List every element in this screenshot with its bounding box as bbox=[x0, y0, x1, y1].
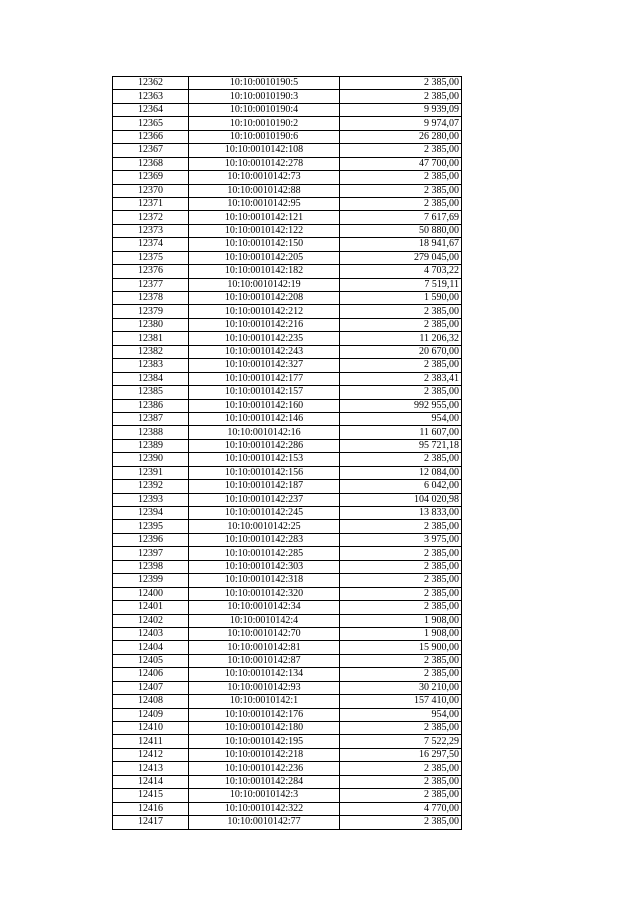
table-row bbox=[113, 90, 462, 103]
row-number-cell: 12379 bbox=[113, 305, 189, 318]
value-cell: 12 084,00 bbox=[340, 466, 462, 479]
row-number-cell: 12366 bbox=[113, 130, 189, 143]
cadastral-number-cell: 10:10:0010142:81 bbox=[189, 641, 340, 654]
cadastral-number-cell: 10:10:0010142:283 bbox=[189, 533, 340, 546]
value-cell: 9 939,09 bbox=[340, 103, 462, 116]
cadastral-number-cell: 10:10:0010142:187 bbox=[189, 480, 340, 493]
table-row bbox=[113, 305, 462, 318]
cadastral-number-cell: 10:10:0010142:121 bbox=[189, 211, 340, 224]
row-number-cell: 12401 bbox=[113, 601, 189, 614]
cadastral-number-cell: 10:10:0010142:176 bbox=[189, 708, 340, 721]
table-row bbox=[113, 547, 462, 560]
value-cell: 4 703,22 bbox=[340, 265, 462, 278]
cadastral-number-cell: 10:10:0010190:5 bbox=[189, 77, 340, 90]
row-number-cell: 12383 bbox=[113, 359, 189, 372]
table-row bbox=[113, 426, 462, 439]
value-cell: 2 385,00 bbox=[340, 654, 462, 667]
cadastral-number-cell: 10:10:0010142:3 bbox=[189, 789, 340, 802]
value-cell: 954,00 bbox=[340, 708, 462, 721]
row-number-cell: 12378 bbox=[113, 292, 189, 305]
table-row bbox=[113, 238, 462, 251]
cadastral-number-cell: 10:10:0010142:156 bbox=[189, 466, 340, 479]
value-cell: 6 042,00 bbox=[340, 480, 462, 493]
cadastral-number-cell: 10:10:0010142:212 bbox=[189, 305, 340, 318]
cadastral-number-cell: 10:10:0010142:25 bbox=[189, 520, 340, 533]
table-row bbox=[113, 574, 462, 587]
row-number-cell: 12390 bbox=[113, 453, 189, 466]
cadastral-number-cell: 10:10:0010142:303 bbox=[189, 560, 340, 573]
table-row bbox=[113, 587, 462, 600]
row-number-cell: 12407 bbox=[113, 681, 189, 694]
value-cell: 3 975,00 bbox=[340, 533, 462, 546]
row-number-cell: 12364 bbox=[113, 103, 189, 116]
value-cell: 2 385,00 bbox=[340, 171, 462, 184]
cadastral-number-cell: 10:10:0010142:88 bbox=[189, 184, 340, 197]
value-cell: 2 385,00 bbox=[340, 722, 462, 735]
cadastral-number-cell: 10:10:0010142:157 bbox=[189, 386, 340, 399]
row-number-cell: 12391 bbox=[113, 466, 189, 479]
row-number-cell: 12375 bbox=[113, 251, 189, 264]
cadastral-number-cell: 10:10:0010142:278 bbox=[189, 157, 340, 170]
cadastral-number-cell: 10:10:0010142:318 bbox=[189, 574, 340, 587]
value-cell: 2 385,00 bbox=[340, 775, 462, 788]
cadastral-number-cell: 10:10:0010142:327 bbox=[189, 359, 340, 372]
value-cell: 2 385,00 bbox=[340, 520, 462, 533]
cadastral-number-cell: 10:10:0010142:95 bbox=[189, 197, 340, 210]
value-cell: 15 900,00 bbox=[340, 641, 462, 654]
row-number-cell: 12409 bbox=[113, 708, 189, 721]
value-cell: 11 206,32 bbox=[340, 332, 462, 345]
value-cell: 992 955,00 bbox=[340, 399, 462, 412]
row-number-cell: 12403 bbox=[113, 627, 189, 640]
table-row bbox=[113, 144, 462, 157]
cadastral-number-cell: 10:10:0010142:34 bbox=[189, 601, 340, 614]
table-row bbox=[113, 453, 462, 466]
row-number-cell: 12388 bbox=[113, 426, 189, 439]
table-row bbox=[113, 77, 462, 90]
value-cell: 50 880,00 bbox=[340, 224, 462, 237]
row-number-cell: 12380 bbox=[113, 318, 189, 331]
row-number-cell: 12402 bbox=[113, 614, 189, 627]
value-cell: 2 385,00 bbox=[340, 318, 462, 331]
value-cell: 7 522,29 bbox=[340, 735, 462, 748]
value-cell: 2 385,00 bbox=[340, 359, 462, 372]
row-number-cell: 12385 bbox=[113, 386, 189, 399]
table-row bbox=[113, 695, 462, 708]
table-row bbox=[113, 614, 462, 627]
cadastral-number-cell: 10:10:0010142:150 bbox=[189, 238, 340, 251]
row-number-cell: 12362 bbox=[113, 77, 189, 90]
table-row bbox=[113, 332, 462, 345]
cadastral-number-cell: 10:10:0010142:146 bbox=[189, 412, 340, 425]
row-number-cell: 12381 bbox=[113, 332, 189, 345]
row-number-cell: 12386 bbox=[113, 399, 189, 412]
row-number-cell: 12363 bbox=[113, 90, 189, 103]
value-cell: 30 210,00 bbox=[340, 681, 462, 694]
table-row bbox=[113, 439, 462, 452]
value-cell: 2 385,00 bbox=[340, 601, 462, 614]
table-row bbox=[113, 802, 462, 815]
table-row bbox=[113, 789, 462, 802]
row-number-cell: 12367 bbox=[113, 144, 189, 157]
cadastral-number-cell: 10:10:0010142:122 bbox=[189, 224, 340, 237]
row-number-cell: 12387 bbox=[113, 412, 189, 425]
row-number-cell: 12397 bbox=[113, 547, 189, 560]
row-number-cell: 12394 bbox=[113, 507, 189, 520]
cadastral-number-cell: 10:10:0010142:237 bbox=[189, 493, 340, 506]
table-row bbox=[113, 735, 462, 748]
cadastral-number-cell: 10:10:0010142:153 bbox=[189, 453, 340, 466]
value-cell: 2 385,00 bbox=[340, 386, 462, 399]
value-cell: 4 770,00 bbox=[340, 802, 462, 815]
cadastral-number-cell: 10:10:0010142:177 bbox=[189, 372, 340, 385]
cadastral-number-cell: 10:10:0010142:1 bbox=[189, 695, 340, 708]
table-row bbox=[113, 762, 462, 775]
cadastral-number-cell: 10:10:0010142:180 bbox=[189, 722, 340, 735]
table-row bbox=[113, 359, 462, 372]
row-number-cell: 12400 bbox=[113, 587, 189, 600]
cadastral-number-cell: 10:10:0010142:322 bbox=[189, 802, 340, 815]
value-cell: 20 670,00 bbox=[340, 345, 462, 358]
cadastral-number-cell: 10:10:0010190:2 bbox=[189, 117, 340, 130]
value-cell: 47 700,00 bbox=[340, 157, 462, 170]
value-cell: 2 385,00 bbox=[340, 77, 462, 90]
row-number-cell: 12370 bbox=[113, 184, 189, 197]
row-number-cell: 12405 bbox=[113, 654, 189, 667]
row-number-cell: 12377 bbox=[113, 278, 189, 291]
cadastral-number-cell: 10:10:0010142:73 bbox=[189, 171, 340, 184]
value-cell: 11 607,00 bbox=[340, 426, 462, 439]
row-number-cell: 12365 bbox=[113, 117, 189, 130]
table-row bbox=[113, 224, 462, 237]
table-row bbox=[113, 480, 462, 493]
table-row bbox=[113, 627, 462, 640]
row-number-cell: 12368 bbox=[113, 157, 189, 170]
table-row bbox=[113, 708, 462, 721]
value-cell: 279 045,00 bbox=[340, 251, 462, 264]
table-row bbox=[113, 816, 462, 829]
row-number-cell: 12406 bbox=[113, 668, 189, 681]
cadastral-number-cell: 10:10:0010142:4 bbox=[189, 614, 340, 627]
table-body bbox=[113, 77, 462, 830]
row-number-cell: 12413 bbox=[113, 762, 189, 775]
value-cell: 2 385,00 bbox=[340, 547, 462, 560]
value-cell: 157 410,00 bbox=[340, 695, 462, 708]
cadastral-number-cell: 10:10:0010142:205 bbox=[189, 251, 340, 264]
cadastral-number-cell: 10:10:0010142:87 bbox=[189, 654, 340, 667]
row-number-cell: 12415 bbox=[113, 789, 189, 802]
row-number-cell: 12412 bbox=[113, 748, 189, 761]
table-row bbox=[113, 668, 462, 681]
table-row bbox=[113, 197, 462, 210]
value-cell: 2 385,00 bbox=[340, 305, 462, 318]
cadastral-number-cell: 10:10:0010190:4 bbox=[189, 103, 340, 116]
row-number-cell: 12411 bbox=[113, 735, 189, 748]
table-row bbox=[113, 103, 462, 116]
value-cell: 95 721,18 bbox=[340, 439, 462, 452]
row-number-cell: 12404 bbox=[113, 641, 189, 654]
row-number-cell: 12416 bbox=[113, 802, 189, 815]
cadastral-number-cell: 10:10:0010142:235 bbox=[189, 332, 340, 345]
table-row bbox=[113, 681, 462, 694]
table-row bbox=[113, 278, 462, 291]
row-number-cell: 12389 bbox=[113, 439, 189, 452]
table-row bbox=[113, 130, 462, 143]
value-cell: 2 385,00 bbox=[340, 816, 462, 829]
row-number-cell: 12398 bbox=[113, 560, 189, 573]
row-number-cell: 12414 bbox=[113, 775, 189, 788]
table-row bbox=[113, 265, 462, 278]
value-cell: 2 385,00 bbox=[340, 574, 462, 587]
cadastral-number-cell: 10:10:0010142:160 bbox=[189, 399, 340, 412]
cadastral-number-cell: 10:10:0010142:70 bbox=[189, 627, 340, 640]
table-row bbox=[113, 654, 462, 667]
value-cell: 9 974,07 bbox=[340, 117, 462, 130]
value-cell: 1 590,00 bbox=[340, 292, 462, 305]
cadastral-number-cell: 10:10:0010190:6 bbox=[189, 130, 340, 143]
cadastral-number-cell: 10:10:0010142:286 bbox=[189, 439, 340, 452]
cadastral-number-cell: 10:10:0010142:218 bbox=[189, 748, 340, 761]
row-number-cell: 12417 bbox=[113, 816, 189, 829]
value-cell: 13 833,00 bbox=[340, 507, 462, 520]
row-number-cell: 12369 bbox=[113, 171, 189, 184]
value-cell: 2 385,00 bbox=[340, 453, 462, 466]
row-number-cell: 12371 bbox=[113, 197, 189, 210]
table-row bbox=[113, 211, 462, 224]
cadastral-number-cell: 10:10:0010142:236 bbox=[189, 762, 340, 775]
cadastral-number-cell: 10:10:0010142:245 bbox=[189, 507, 340, 520]
table-row bbox=[113, 493, 462, 506]
row-number-cell: 12376 bbox=[113, 265, 189, 278]
cadastral-number-cell: 10:10:0010142:77 bbox=[189, 816, 340, 829]
row-number-cell: 12374 bbox=[113, 238, 189, 251]
table-row bbox=[113, 466, 462, 479]
table-row bbox=[113, 171, 462, 184]
row-number-cell: 12373 bbox=[113, 224, 189, 237]
table-row bbox=[113, 412, 462, 425]
value-cell: 1 908,00 bbox=[340, 614, 462, 627]
value-cell: 2 383,41 bbox=[340, 372, 462, 385]
table-row bbox=[113, 318, 462, 331]
row-number-cell: 12384 bbox=[113, 372, 189, 385]
cadastral-number-cell: 10:10:0010142:216 bbox=[189, 318, 340, 331]
table-row bbox=[113, 184, 462, 197]
cadastral-number-cell: 10:10:0010142:208 bbox=[189, 292, 340, 305]
table-row bbox=[113, 345, 462, 358]
row-number-cell: 12410 bbox=[113, 722, 189, 735]
table-row bbox=[113, 520, 462, 533]
value-cell: 2 385,00 bbox=[340, 90, 462, 103]
row-number-cell: 12393 bbox=[113, 493, 189, 506]
value-cell: 2 385,00 bbox=[340, 184, 462, 197]
table-row bbox=[113, 386, 462, 399]
cadastral-number-cell: 10:10:0010142:182 bbox=[189, 265, 340, 278]
table-row bbox=[113, 748, 462, 761]
table-row bbox=[113, 399, 462, 412]
value-cell: 2 385,00 bbox=[340, 144, 462, 157]
cadastral-number-cell: 10:10:0010142:93 bbox=[189, 681, 340, 694]
table-row bbox=[113, 251, 462, 264]
cadastral-number-cell: 10:10:0010190:3 bbox=[189, 90, 340, 103]
cadastral-number-cell: 10:10:0010142:243 bbox=[189, 345, 340, 358]
value-cell: 7 519,11 bbox=[340, 278, 462, 291]
table-row bbox=[113, 372, 462, 385]
value-cell: 2 385,00 bbox=[340, 197, 462, 210]
table-row bbox=[113, 641, 462, 654]
cadastral-value-table bbox=[112, 76, 462, 830]
table-row bbox=[113, 157, 462, 170]
value-cell: 2 385,00 bbox=[340, 762, 462, 775]
value-cell: 26 280,00 bbox=[340, 130, 462, 143]
value-cell: 2 385,00 bbox=[340, 668, 462, 681]
table-row bbox=[113, 292, 462, 305]
row-number-cell: 12396 bbox=[113, 533, 189, 546]
value-cell: 2 385,00 bbox=[340, 560, 462, 573]
table-row bbox=[113, 601, 462, 614]
cadastral-number-cell: 10:10:0010142:285 bbox=[189, 547, 340, 560]
cadastral-number-cell: 10:10:0010142:16 bbox=[189, 426, 340, 439]
value-cell: 16 297,50 bbox=[340, 748, 462, 761]
value-cell: 2 385,00 bbox=[340, 789, 462, 802]
table-row bbox=[113, 560, 462, 573]
cadastral-number-cell: 10:10:0010142:108 bbox=[189, 144, 340, 157]
cadastral-number-cell: 10:10:0010142:19 bbox=[189, 278, 340, 291]
row-number-cell: 12382 bbox=[113, 345, 189, 358]
value-cell: 7 617,69 bbox=[340, 211, 462, 224]
row-number-cell: 12372 bbox=[113, 211, 189, 224]
value-cell: 104 020,98 bbox=[340, 493, 462, 506]
table-row bbox=[113, 533, 462, 546]
table-row bbox=[113, 507, 462, 520]
table-row bbox=[113, 117, 462, 130]
value-cell: 2 385,00 bbox=[340, 587, 462, 600]
table-row bbox=[113, 775, 462, 788]
cadastral-number-cell: 10:10:0010142:284 bbox=[189, 775, 340, 788]
value-cell: 954,00 bbox=[340, 412, 462, 425]
row-number-cell: 12399 bbox=[113, 574, 189, 587]
value-cell: 18 941,67 bbox=[340, 238, 462, 251]
table-row bbox=[113, 722, 462, 735]
row-number-cell: 12395 bbox=[113, 520, 189, 533]
row-number-cell: 12392 bbox=[113, 480, 189, 493]
cadastral-number-cell: 10:10:0010142:320 bbox=[189, 587, 340, 600]
cadastral-number-cell: 10:10:0010142:195 bbox=[189, 735, 340, 748]
row-number-cell: 12408 bbox=[113, 695, 189, 708]
value-cell: 1 908,00 bbox=[340, 627, 462, 640]
cadastral-number-cell: 10:10:0010142:134 bbox=[189, 668, 340, 681]
